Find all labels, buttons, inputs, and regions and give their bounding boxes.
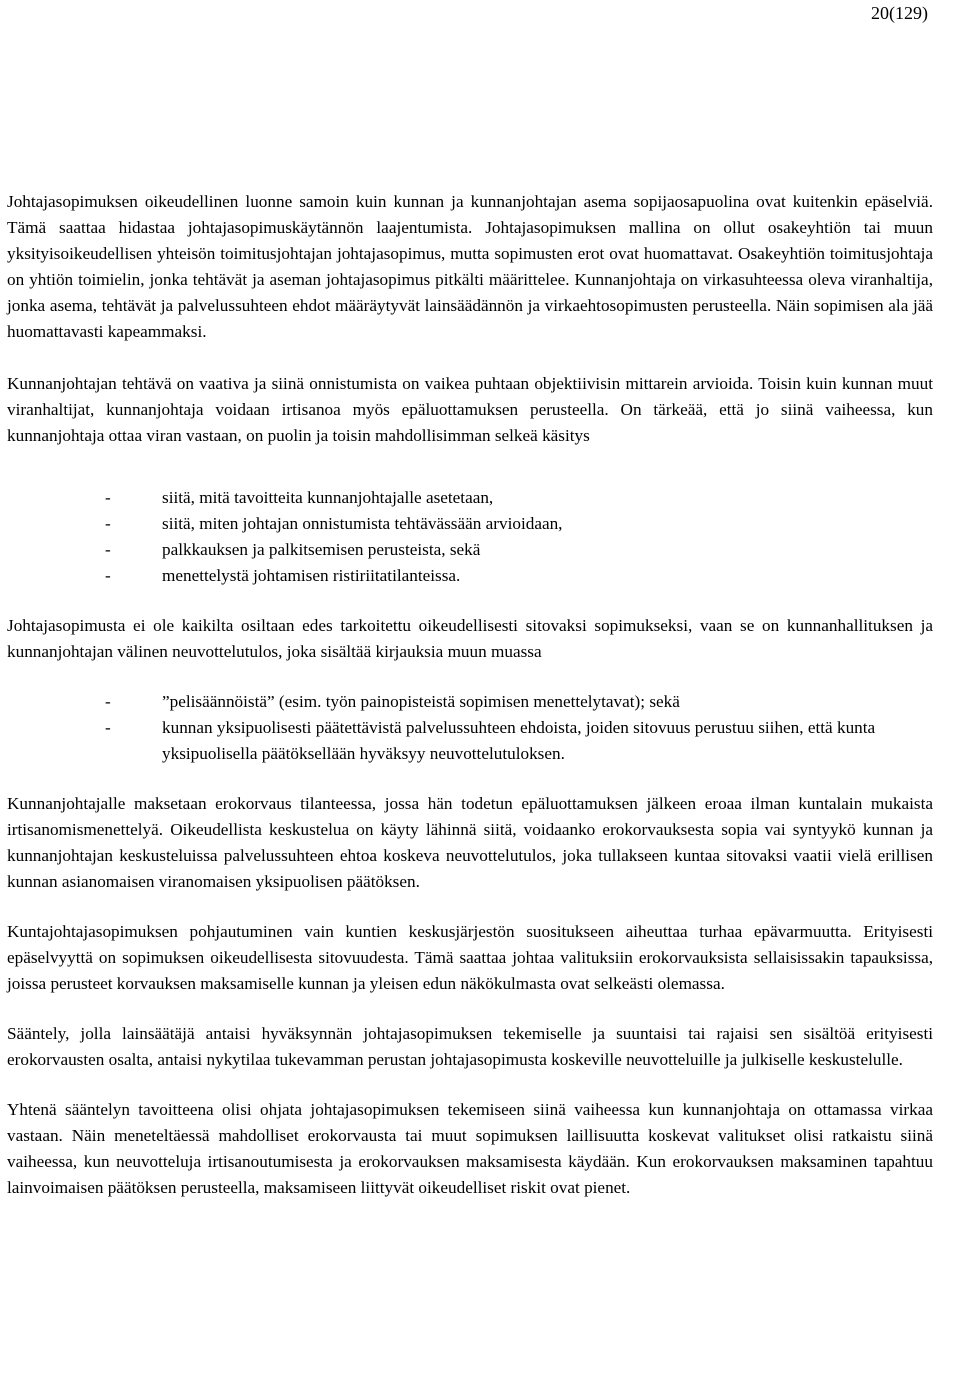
dash-marker: - bbox=[105, 566, 111, 585]
paragraph-5: Kuntajohtajasopimuksen pohjautuminen vain kuntien keskusjärjestön suositukseen aiheuttaa turhaa epävarmuutta. Erityisesti epäselvyyttä on sopimuksen oikeudellisesta sitovuudesta. Tämä saattaa johtaa valituksiin erokorvauksista sellaisissakin tapauksissa, joissa perusteet korvauksen maksamiselle kunnan ja yleisen edun näkökulmasta ovat selkeästi olemassa. bbox=[7, 922, 933, 993]
list-item: - ”pelisäännöistä” (esim. työn painopisteistä sopimisen menettelytavat); sekä bbox=[7, 689, 960, 715]
dash-marker: - bbox=[105, 488, 111, 507]
paragraph-4: Kunnanjohtajalle maksetaan erokorvaus tilanteessa, jossa hän todetun epäluottamuksen jälkeen eroaa ilman kuntalain mukaista irtisanomismenettelyä. Oikeudellista keskustelua on käyty lähinnä siitä, voidaanko erokorvauksesta sopia vai syntyykö kunnan ja kunnanjohtajan keskusteluissa palvelussuhteen ehtoa koskeva neuvottelutulos, joka tullakseen kuntaa sitovaksi vaatii vielä erillisen kunnan asianomaisen viranomaisen yksipuolisen päätöksen. bbox=[7, 794, 933, 891]
list-item: - palkkauksen ja palkitsemisen perusteista, sekä bbox=[7, 537, 933, 563]
page-number: 20(129) bbox=[871, 3, 928, 23]
list-item: - menettelystä johtamisen ristiriitatilanteissa. bbox=[7, 563, 933, 589]
paragraph-7: Yhtenä sääntelyn tavoitteena olisi ohjata johtajasopimuksen tekemiseen siinä vaiheessa kun kunnanjohtaja on ottamassa virkaa vastaan. Näin meneteltäessä mahdolliset erokorvausta tai muut sopimuksen laillisuutta koskevat valitukset olisi ratkaistu siinä vaiheessa, kun neuvotteluja irtisanoutumisesta ja erokorvauksen maksamisesta käydään. Kun erokorvauksen maksaminen tapahtuu lainvoimaisen päätöksen perusteella, maksamiseen liittyvät oikeudelliset riskit ovat pienet. bbox=[7, 1100, 933, 1197]
dash-marker: - bbox=[105, 718, 111, 737]
list-item: - kunnan yksipuolisesti päätettävistä palvelussuhteen ehdoista, joiden sitovuus perustuu siihen, että kunta yksipuolisella päätöksellään hyväksyy neuvottelutuloksen. bbox=[7, 715, 960, 767]
dash-marker: - bbox=[105, 514, 111, 533]
dash-marker: - bbox=[105, 692, 111, 711]
document-body bbox=[7, 189, 933, 1201]
paragraph-6: Sääntely, jolla lainsäätäjä antaisi hyväksynnän johtajasopimuksen tekemiselle ja suuntaisi tai rajaisi sen sisältöä erityisesti erokorvausten osalta, antaisi nykytilaa tukevamman perustan johtajasopimusta koskeville neuvotteluille ja julkiselle keskustelulle. bbox=[7, 1024, 933, 1069]
paragraph-1: Johtajasopimuksen oikeudellinen luonne samoin kuin kunnan ja kunnanjohtajan asema sopijaosapuolina ovat kuitenkin epäselviä. Tämä saattaa hidastaa johtajasopimuskäytännön laajentumista. Johtajasopimuksen mallina on ollut osakeyhtiön tai muun yksityisoikeudellisen yhteisön toimitusjohtajan johtajasopimus, mutta sopimusten erot ovat huomattavat. Osakeyhtiön toimitusjohtaja on yhtiön toimielin, jonka tehtävät ja aseman johtajasopimus pitkälti määrittelee. Kunnanjohtaja on virkasuhteessa oleva viranhaltija, jonka asema, tehtävät ja palvelussuhteen ehdot määräytyvät lainsäädännön ja virkaehtosopimusten perusteella. Näin sopimisen ala jää huomattavasti kapeammaksi. bbox=[7, 192, 933, 341]
dash-marker: - bbox=[105, 540, 111, 559]
list-item: - siitä, mitä tavoitteita kunnanjohtajalle asetetaan, bbox=[7, 485, 933, 511]
bullet-list-2 bbox=[7, 689, 933, 767]
paragraph-2: Kunnanjohtajan tehtävä on vaativa ja siinä onnistumista on vaikea puhtaan objektiivisin mittarein arvioida. Toisin kuin kunnan muut viranhaltijat, kunnanjohtaja voidaan irtisanoa myös epäluottamuksen perusteella. On tärkeää, että jo siinä vaiheessa, kun kunnanjohtaja ottaa viran vastaan, on puolin ja toisin mahdollisimman selkeä käsitys bbox=[7, 374, 933, 445]
bullet-list-1 bbox=[7, 485, 933, 589]
list-item: - siitä, miten johtajan onnistumista tehtävässään arvioidaan, bbox=[7, 511, 933, 537]
paragraph-3: Johtajasopimusta ei ole kaikilta osiltaan edes tarkoitettu oikeudellisesti sitovaksi sopimukseksi, vaan se on kunnanhallituksen ja kunnanjohtajan välinen neuvottelutulos, joka sisältää kirjauksia muun muassa bbox=[7, 616, 933, 661]
